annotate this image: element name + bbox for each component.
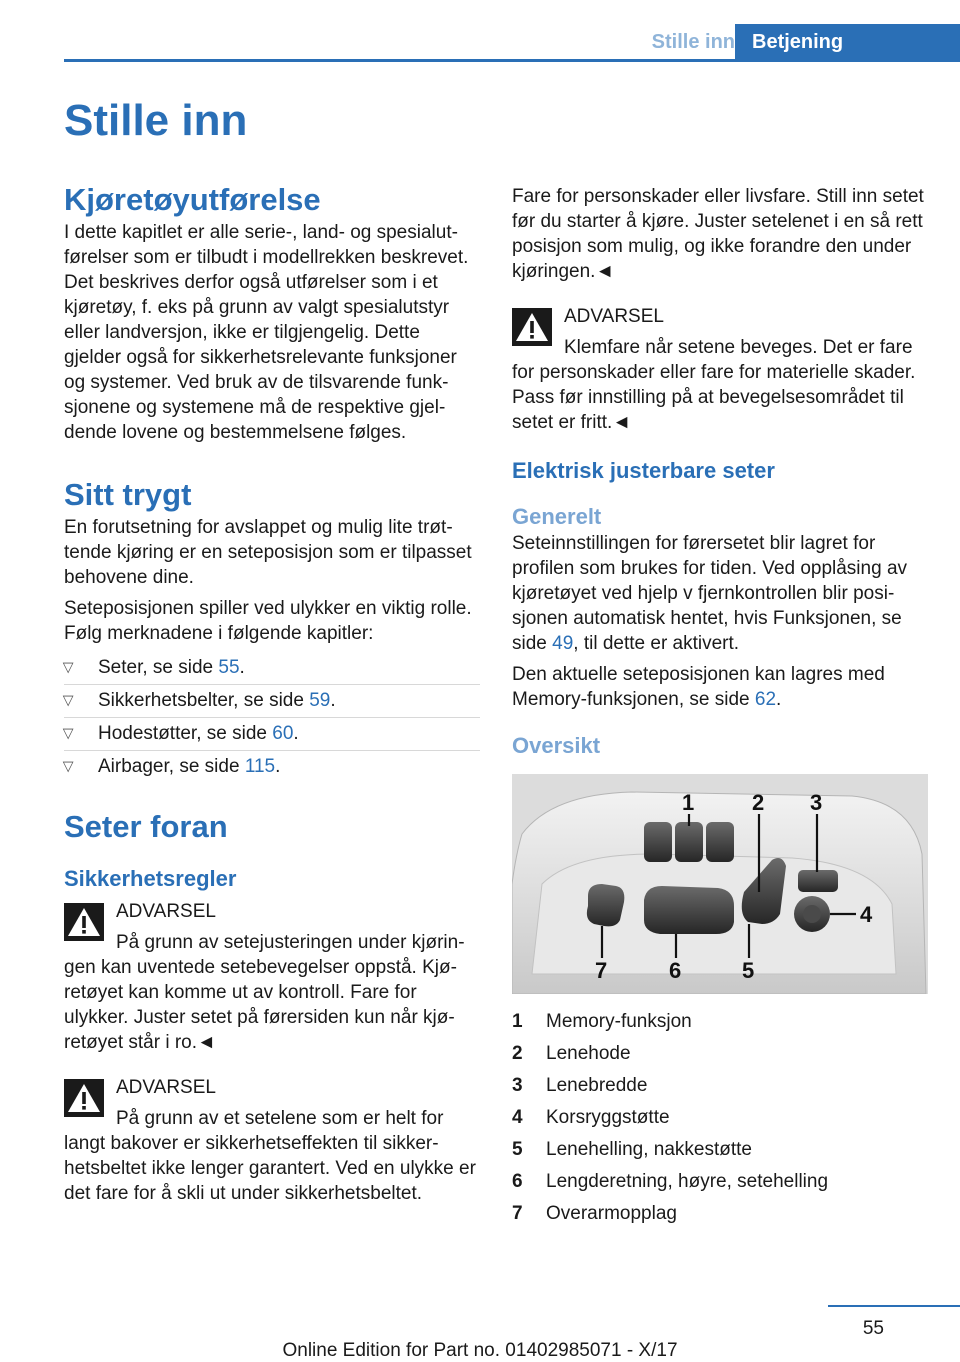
memory-button-2 (675, 822, 703, 862)
left-column (64, 180, 480, 1206)
warning-icon (64, 903, 104, 941)
page-header (64, 24, 960, 62)
list-item: ▷ Hodestøtter, se side 60. (64, 718, 480, 751)
memory-button-3 (706, 822, 734, 862)
seat-controls-illustration (512, 774, 928, 994)
right-column (512, 184, 928, 1230)
warning-icon (512, 308, 552, 346)
paragraph-general-2: Den aktuelle seteposisjonen kan lagres med Memory-funksjonen, se side 62. (512, 664, 885, 710)
figure-label: 5 (742, 958, 755, 983)
legend-item: 2 Lenehode (512, 1043, 631, 1064)
page-footer (0, 1305, 960, 1362)
page-link[interactable]: 55 (218, 657, 240, 678)
legend-item: 6 Lengderetning, høyre, setehelling (512, 1171, 829, 1192)
heading-safety-rules: Sikkerhetsregler (64, 866, 237, 891)
page-number: 55 (862, 1318, 884, 1339)
warning-text: Klemfare når setene beveges. Det er fare for personskader eller fare for materielle skader. Pass før innstilling på at bevegelsesområdet til setet er fritt.◄ (512, 337, 916, 433)
heading-front-seats: Seter foran (64, 809, 228, 844)
warning-block (64, 899, 480, 1055)
figure-label: 2 (752, 790, 765, 815)
page-link[interactable]: 62 (754, 689, 777, 710)
warning-text: På grunn av setejusteringen under kjøringen kan uventede setebevegelser oppstå. Kjøretøyet kan komme ut av kontroll. Fare for ulykker. Juster setet på førersiden kun når kjøretøyet står i ro.◄ (64, 932, 465, 1053)
figure-label: 1 (682, 790, 695, 815)
legend-item: 3 Lenebredde (512, 1075, 648, 1096)
paragraph-sit-2: Seteposisjonen spiller ved ulykker en viktig rolle. Følg merknadene i følgende kapitler: (64, 598, 472, 644)
warning-label: ADVARSEL (116, 1077, 216, 1098)
figure-label: 3 (810, 790, 823, 815)
edition-note: Online Edition for Part no. 01402985071 - X/17 (282, 1340, 678, 1361)
reference-list (64, 652, 480, 783)
page-link[interactable]: 115 (244, 756, 276, 777)
page-link[interactable]: 49 (552, 633, 574, 654)
memory-button-1 (644, 822, 672, 862)
warning-icon (64, 1079, 104, 1117)
seat-switch (644, 886, 734, 934)
legend-item: 4 Korsryggstøtte (512, 1107, 670, 1128)
page-title: Stille inn (64, 96, 248, 145)
header-section: Stille inn (651, 31, 735, 53)
page-link[interactable]: 60 (272, 723, 294, 744)
list-item: ▷ Seter, se side 55. (64, 652, 480, 685)
figure-label: 7 (595, 958, 608, 983)
legend-item: 1 Memory-funksjon (512, 1011, 692, 1032)
list-item: ▷ Sikkerhetsbelter, se side 59. (64, 685, 480, 718)
heading-general: Generelt (512, 504, 602, 529)
paragraph-model: I dette kapitlet er alle serie-, land- og spesialutførelser som er tilbudt i modellrekken beskrevet. Det beskrives derfor også utførelser som i et kjøretøy, f. eks på grunn av valgt spesialutstyr eller landversjon, ikke er tilgjengelig. Dette gjelder også for sikkerhetsrelevante funksjoner og systemer. Ved bruk av de tilsvarende funksjonene og systemene må de respektive gjeldende lovene og bestemmelsene følges. (64, 222, 469, 443)
list-item: ▷ Airbager, se side 115. (64, 751, 480, 783)
page-link[interactable]: 59 (309, 690, 331, 711)
warning-block (64, 1075, 480, 1206)
figure-label: 6 (669, 958, 682, 983)
warning-label: ADVARSEL (116, 901, 216, 922)
footer-rule (828, 1305, 960, 1307)
paragraph-general-1: Seteinnstillingen for førersetet blir lagret for profilen som brukes for tiden. Ved opplåsing av kjøretøyet ved hjelp v fjernkontrollen blir posisjonen automatisk hentet, hvis Funksjonen, se side 49, til dette er aktivert. (512, 533, 908, 654)
legend-item: 7 Overarmopplag (512, 1203, 677, 1224)
warning-text: På grunn av et setelene som er helt for langt bakover er sikkerhetseffekten til sikkerhetsbeltet ikke lenger garantert. Ved en ulykke er det fare for å skli ut under sikkerhetsbeltet. (64, 1108, 476, 1204)
heading-sit-safely: Sitt trygt (64, 477, 192, 512)
backrest-width-switch (798, 870, 838, 892)
figure-legend (512, 1006, 928, 1230)
paragraph-sit-1: En forutsetning for avslappet og mulig lite trøttende kjøring er en seteposisjon som er tilpasset behovene dine. (64, 517, 472, 588)
warning-label: ADVARSEL (564, 306, 664, 327)
heading-electric-seats: Elektrisk justerbare seter (512, 458, 775, 483)
header-chapter-tab: Betjening (735, 24, 960, 60)
heading-model: Kjøretøyutførelse (64, 182, 321, 217)
paragraph-warning-continued: Fare for personskader eller livsfare. Still inn setet før du starter å kjøre. Juster setelenet i en så rett posisjon som mulig, og ikke forandre den under kjøringen.◄ (512, 186, 924, 282)
warning-block (512, 304, 928, 435)
seat-controls-figure (512, 774, 928, 994)
legend-item: 5 Lenehelling, nakkestøtte (512, 1139, 752, 1160)
heading-overview: Oversikt (512, 733, 601, 758)
armrest-switch (587, 884, 624, 926)
figure-label: 4 (860, 902, 873, 927)
